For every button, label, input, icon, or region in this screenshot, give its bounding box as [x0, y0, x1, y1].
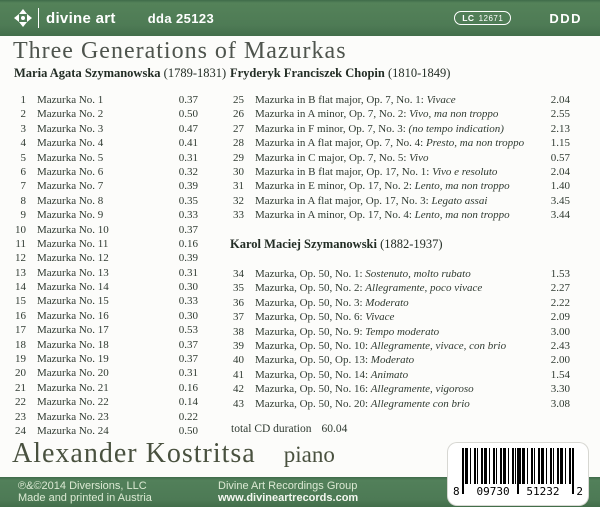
track-title: Mazurka, Op. 50, No. 16: Allegramente, vigoroso [255, 383, 474, 396]
track-number: 26 [233, 108, 244, 121]
track-row [226, 353, 570, 367]
track-number: 1 [20, 94, 26, 106]
track-row [8, 366, 198, 380]
track-tempo: Vivo [409, 151, 429, 164]
compass-icon [14, 9, 32, 27]
track-number: 35 [233, 282, 244, 295]
track-row [8, 136, 198, 150]
track-duration: 0.16 [178, 381, 198, 394]
composer-dates: (1789-1831) [163, 66, 227, 80]
track-duration: 0.30 [178, 281, 198, 294]
track-title: Mazurka No. 22 [37, 396, 109, 409]
track-duration: 1.54 [550, 368, 570, 381]
track-tempo: Allegramente, vivace, con brio [370, 339, 507, 352]
track-title: Mazurka No. 14 [37, 281, 109, 294]
track-duration: 2.43 [550, 339, 570, 352]
track-tempo: Vivo e resoluto [432, 165, 498, 178]
track-number: 12 [15, 252, 26, 265]
track-title: Mazurka, Op. 50, No. 20: Allegramente con brio [255, 397, 470, 410]
track-duration: 0.57 [550, 151, 570, 164]
track-duration: 2.27 [550, 282, 570, 295]
track-number: 27 [233, 122, 244, 135]
track-tempo: Moderato [370, 354, 415, 367]
track-title: Mazurka in F minor, Op. 7, No. 3: (no tempo indication) [255, 122, 504, 135]
track-duration: 2.04 [550, 94, 570, 106]
track-number: 19 [15, 353, 26, 366]
track-title: Mazurka in A flat major, Op. 17, No. 3: Legato assai [255, 194, 488, 207]
track-title: Mazurka No. 6 [37, 165, 104, 178]
track-tempo: Allegramente, poco vivace [365, 282, 483, 295]
track-duration: 0.37 [178, 353, 198, 366]
track-row [226, 93, 570, 107]
track-number: 17 [15, 324, 26, 337]
track-title: Mazurka No. 9 [37, 209, 104, 222]
track-title: Mazurka No. 8 [37, 194, 104, 207]
track-number: 41 [233, 368, 244, 381]
track-title: Mazurka No. 21 [37, 381, 109, 394]
track-title: Mazurka, Op. 50, No. 14: Animato [255, 368, 409, 381]
artist-name: Alexander Kostritsa [12, 438, 256, 469]
track-duration: 0.50 [178, 424, 198, 437]
tracklist-chopin [226, 93, 570, 223]
track-row [8, 266, 198, 280]
track-row [8, 294, 198, 308]
track-tempo: Presto, ma non troppo [425, 137, 525, 150]
track-title: Mazurka No. 15 [37, 295, 109, 308]
composer-header-chopin [230, 66, 450, 81]
composer-dates: (1882-1937) [380, 237, 443, 251]
composer-name: Fryderyk Franciszek Chopin [230, 66, 385, 80]
composer-header-szymanowski [230, 237, 443, 252]
track-tempo: Lento, ma non troppo [414, 209, 510, 222]
track-duration: 0.14 [178, 396, 198, 409]
track-duration: 2.13 [550, 122, 570, 135]
track-number: 25 [233, 94, 244, 106]
track-tempo: Legato assai [431, 194, 488, 207]
track-number: 16 [15, 309, 26, 322]
track-tempo: Vivo, ma non troppo [409, 108, 499, 121]
track-number: 21 [15, 381, 26, 394]
track-duration: 3.45 [550, 194, 570, 207]
total-duration-line [231, 423, 347, 435]
track-number: 30 [233, 165, 244, 178]
track-row [8, 352, 198, 366]
track-duration: 2.04 [550, 165, 570, 178]
track-duration: 3.00 [550, 325, 570, 338]
track-tempo: Sostenuto, molto rubato [365, 268, 471, 280]
track-title: Mazurka No. 12 [37, 252, 109, 265]
footer-copyright [18, 480, 152, 504]
track-row [8, 251, 198, 265]
track-number: 7 [20, 180, 26, 193]
track-row [226, 136, 570, 150]
track-duration: 0.16 [178, 237, 198, 250]
brand-name: divine art [46, 9, 116, 27]
track-row [226, 122, 570, 136]
lc-number: 12671 [478, 13, 504, 23]
track-title: Mazurka No. 20 [37, 367, 109, 380]
track-number: 20 [15, 367, 26, 380]
track-number: 36 [233, 296, 244, 309]
track-number: 38 [233, 325, 244, 338]
track-number: 32 [233, 194, 244, 207]
track-title: Mazurka, Op. 50, No. 1: Sostenuto, molto rubato [255, 268, 471, 280]
composer-name: Maria Agata Szymanowska [14, 66, 161, 80]
track-title: Mazurka in E minor, Op. 17, No. 2: Lento, ma non troppo [255, 180, 510, 193]
track-duration: 1.15 [550, 137, 570, 150]
track-duration: 1.40 [550, 180, 570, 193]
track-row [8, 194, 198, 208]
track-title: Mazurka No. 24 [37, 424, 109, 437]
track-number: 10 [15, 223, 26, 236]
track-duration: 0.41 [178, 137, 198, 150]
printed-line: Made and printed in Austria [18, 492, 152, 504]
track-number: 9 [20, 209, 26, 222]
track-number: 31 [233, 180, 244, 193]
track-duration: 2.00 [550, 354, 570, 367]
track-number: 39 [233, 339, 244, 352]
track-duration: 0.39 [178, 252, 198, 265]
track-row [8, 323, 198, 337]
track-duration: 0.37 [178, 338, 198, 351]
track-row [8, 223, 198, 237]
track-title: Mazurka No. 16 [37, 309, 109, 322]
track-duration: 0.31 [178, 266, 198, 279]
track-title: Mazurka No. 3 [37, 122, 104, 135]
track-tempo: Allegramente, vigoroso [370, 383, 474, 396]
track-title: Mazurka No. 11 [37, 237, 109, 250]
track-title: Mazurka, Op. 50, No. 9: Tempo moderato [255, 325, 440, 338]
track-number: 5 [20, 151, 26, 164]
track-row [226, 325, 570, 339]
track-duration: 2.55 [550, 108, 570, 121]
track-title: Mazurka in B flat major, Op. 17, No. 1: Vivo e resoluto [255, 165, 498, 178]
track-duration: 0.33 [178, 209, 198, 222]
composer-dates: (1810-1849) [387, 66, 451, 80]
track-title: Mazurka in A minor, Op. 7, No. 2: Vivo, ma non troppo [255, 108, 499, 121]
total-duration-value: 60.04 [321, 423, 348, 435]
track-tempo: Lento, ma non troppo [414, 180, 510, 193]
track-duration: 0.30 [178, 309, 198, 322]
composer-name: Karol Maciej Szymanowski [230, 237, 377, 251]
track-duration: 1.53 [550, 268, 570, 280]
track-title: Mazurka, Op. 50, No. 3: Moderato [255, 296, 409, 309]
track-number: 14 [15, 281, 26, 294]
track-row [226, 296, 570, 310]
track-number: 24 [15, 424, 26, 437]
track-title: Mazurka No. 19 [37, 353, 109, 366]
track-duration: 0.37 [178, 223, 198, 236]
track-row [8, 410, 198, 424]
track-row [226, 107, 570, 121]
track-row [8, 280, 198, 294]
track-tempo: Vivace [365, 311, 395, 324]
track-row [226, 368, 570, 382]
artist-instrument: piano [283, 442, 335, 467]
lc-label: LC [462, 13, 475, 23]
track-title: Mazurka No. 1 [37, 94, 104, 106]
track-row [226, 267, 570, 281]
track-row [8, 93, 198, 107]
track-title: Mazurka No. 5 [37, 151, 104, 164]
track-number: 33 [233, 209, 244, 222]
track-row [8, 395, 198, 409]
track-duration: 0.50 [178, 108, 198, 121]
footer-label-group [218, 480, 358, 504]
track-duration: 0.37 [178, 94, 198, 106]
track-title: Mazurka in C major, Op. 7, No. 5: Vivo [255, 151, 429, 164]
track-tempo: Allegramente con brio [370, 397, 470, 410]
track-row [226, 382, 570, 396]
track-row [8, 122, 198, 136]
track-duration: 0.35 [178, 194, 198, 207]
barcode-digit-group2: 51232 [526, 485, 560, 498]
track-duration: 3.08 [550, 397, 570, 410]
track-duration: 0.39 [178, 180, 198, 193]
track-number: 28 [233, 137, 244, 150]
barcode-digit-group1: 09730 [476, 485, 510, 498]
track-row [8, 424, 198, 438]
track-title: Mazurka No. 23 [37, 410, 109, 423]
track-row [8, 165, 198, 179]
tracklist-szymanowska [8, 93, 198, 438]
track-number: 3 [20, 122, 26, 135]
composer-header-szymanowska [14, 66, 226, 81]
track-duration: 3.30 [550, 383, 570, 396]
track-title: Mazurka, Op. 50, No. 10: Allegramente, vivace, con brio [255, 339, 507, 352]
track-duration: 0.22 [178, 410, 198, 423]
track-duration: 0.32 [178, 165, 198, 178]
track-title: Mazurka in B flat major, Op. 7, No. 1: Vivace [255, 94, 456, 106]
album-title: Three Generations of Mazurkas [13, 38, 347, 64]
logo-divider [38, 8, 39, 28]
track-title: Mazurka, Op. 50, No. 2: Allegramente, poco vivace [255, 282, 483, 295]
track-row [226, 208, 570, 222]
track-number: 43 [233, 397, 244, 410]
barcode-digit-right: 2 [576, 485, 583, 498]
track-number: 2 [20, 108, 26, 121]
track-duration: 3.44 [550, 209, 570, 222]
track-row [226, 397, 570, 411]
barcode-digit-left: 8 [453, 485, 460, 498]
top-bar [0, 0, 600, 36]
track-number: 8 [20, 194, 26, 207]
total-duration-label: total CD duration [231, 423, 312, 435]
recording-format: DDD [549, 10, 582, 26]
track-number: 22 [15, 396, 26, 409]
recordings-group-line: Divine Art Recordings Group [218, 480, 358, 492]
track-row [8, 381, 198, 395]
website-line: www.divineartrecords.com [218, 492, 359, 504]
track-number: 13 [15, 266, 26, 279]
track-row [8, 107, 198, 121]
track-number: 23 [15, 410, 26, 423]
track-row [8, 309, 198, 323]
track-title: Mazurka, Op. 50, No. 6: Vivace [255, 311, 395, 324]
barcode-number [448, 485, 588, 498]
track-duration: 0.31 [178, 367, 198, 380]
artist-line [12, 438, 335, 470]
track-duration: 2.09 [550, 311, 570, 324]
top-bar-right [454, 11, 582, 26]
divine-art-logo [14, 8, 116, 28]
track-number: 6 [20, 165, 26, 178]
track-row [8, 179, 198, 193]
track-row [226, 179, 570, 193]
label-code-badge [454, 11, 511, 25]
track-tempo: Vivace [426, 94, 456, 106]
track-title: Mazurka No. 17 [37, 324, 109, 337]
track-number: 18 [15, 338, 26, 351]
track-row [226, 281, 570, 295]
barcode [448, 443, 588, 505]
track-row [226, 194, 570, 208]
track-row [226, 165, 570, 179]
track-duration: 2.22 [550, 296, 570, 309]
track-title: Mazurka No. 2 [37, 108, 104, 121]
track-row [8, 208, 198, 222]
tracklist-szymanowski [226, 267, 570, 411]
copyright-line: ℗&©2014 Diversions, LLC [18, 480, 147, 492]
track-title: Mazurka in A flat major, Op. 7, No. 4: Presto, ma non troppo [255, 137, 525, 150]
track-row [226, 151, 570, 165]
track-number: 40 [233, 354, 244, 367]
track-number: 4 [20, 137, 26, 150]
catalog-number: dda 25123 [147, 10, 215, 26]
track-row [226, 339, 570, 353]
track-row [226, 310, 570, 324]
track-title: Mazurka No. 13 [37, 266, 109, 279]
track-title: Mazurka, Op. 50, Op. 13: Moderato [255, 354, 415, 367]
track-title: Mazurka in A minor, Op. 17, No. 4: Lento, ma non troppo [255, 209, 510, 222]
track-number: 42 [233, 383, 244, 396]
track-tempo: Animato [370, 368, 409, 381]
track-row [8, 237, 198, 251]
track-number: 15 [15, 295, 26, 308]
track-number: 29 [233, 151, 244, 164]
track-title: Mazurka No. 4 [37, 137, 104, 150]
track-title: Mazurka No. 18 [37, 338, 109, 351]
track-duration: 0.33 [178, 295, 198, 308]
track-duration: 0.31 [178, 151, 198, 164]
track-title: Mazurka No. 7 [37, 180, 104, 193]
track-title: Mazurka No. 10 [37, 223, 109, 236]
track-row [8, 338, 198, 352]
track-duration: 0.53 [178, 324, 198, 337]
track-number: 37 [233, 311, 244, 324]
track-number: 11 [15, 237, 26, 250]
track-tempo: Moderato [365, 296, 409, 309]
track-row [8, 151, 198, 165]
track-tempo: (no tempo indication) [408, 122, 504, 135]
track-number: 34 [233, 268, 244, 280]
track-tempo: Tempo moderato [365, 325, 440, 338]
track-duration: 0.47 [178, 122, 198, 135]
